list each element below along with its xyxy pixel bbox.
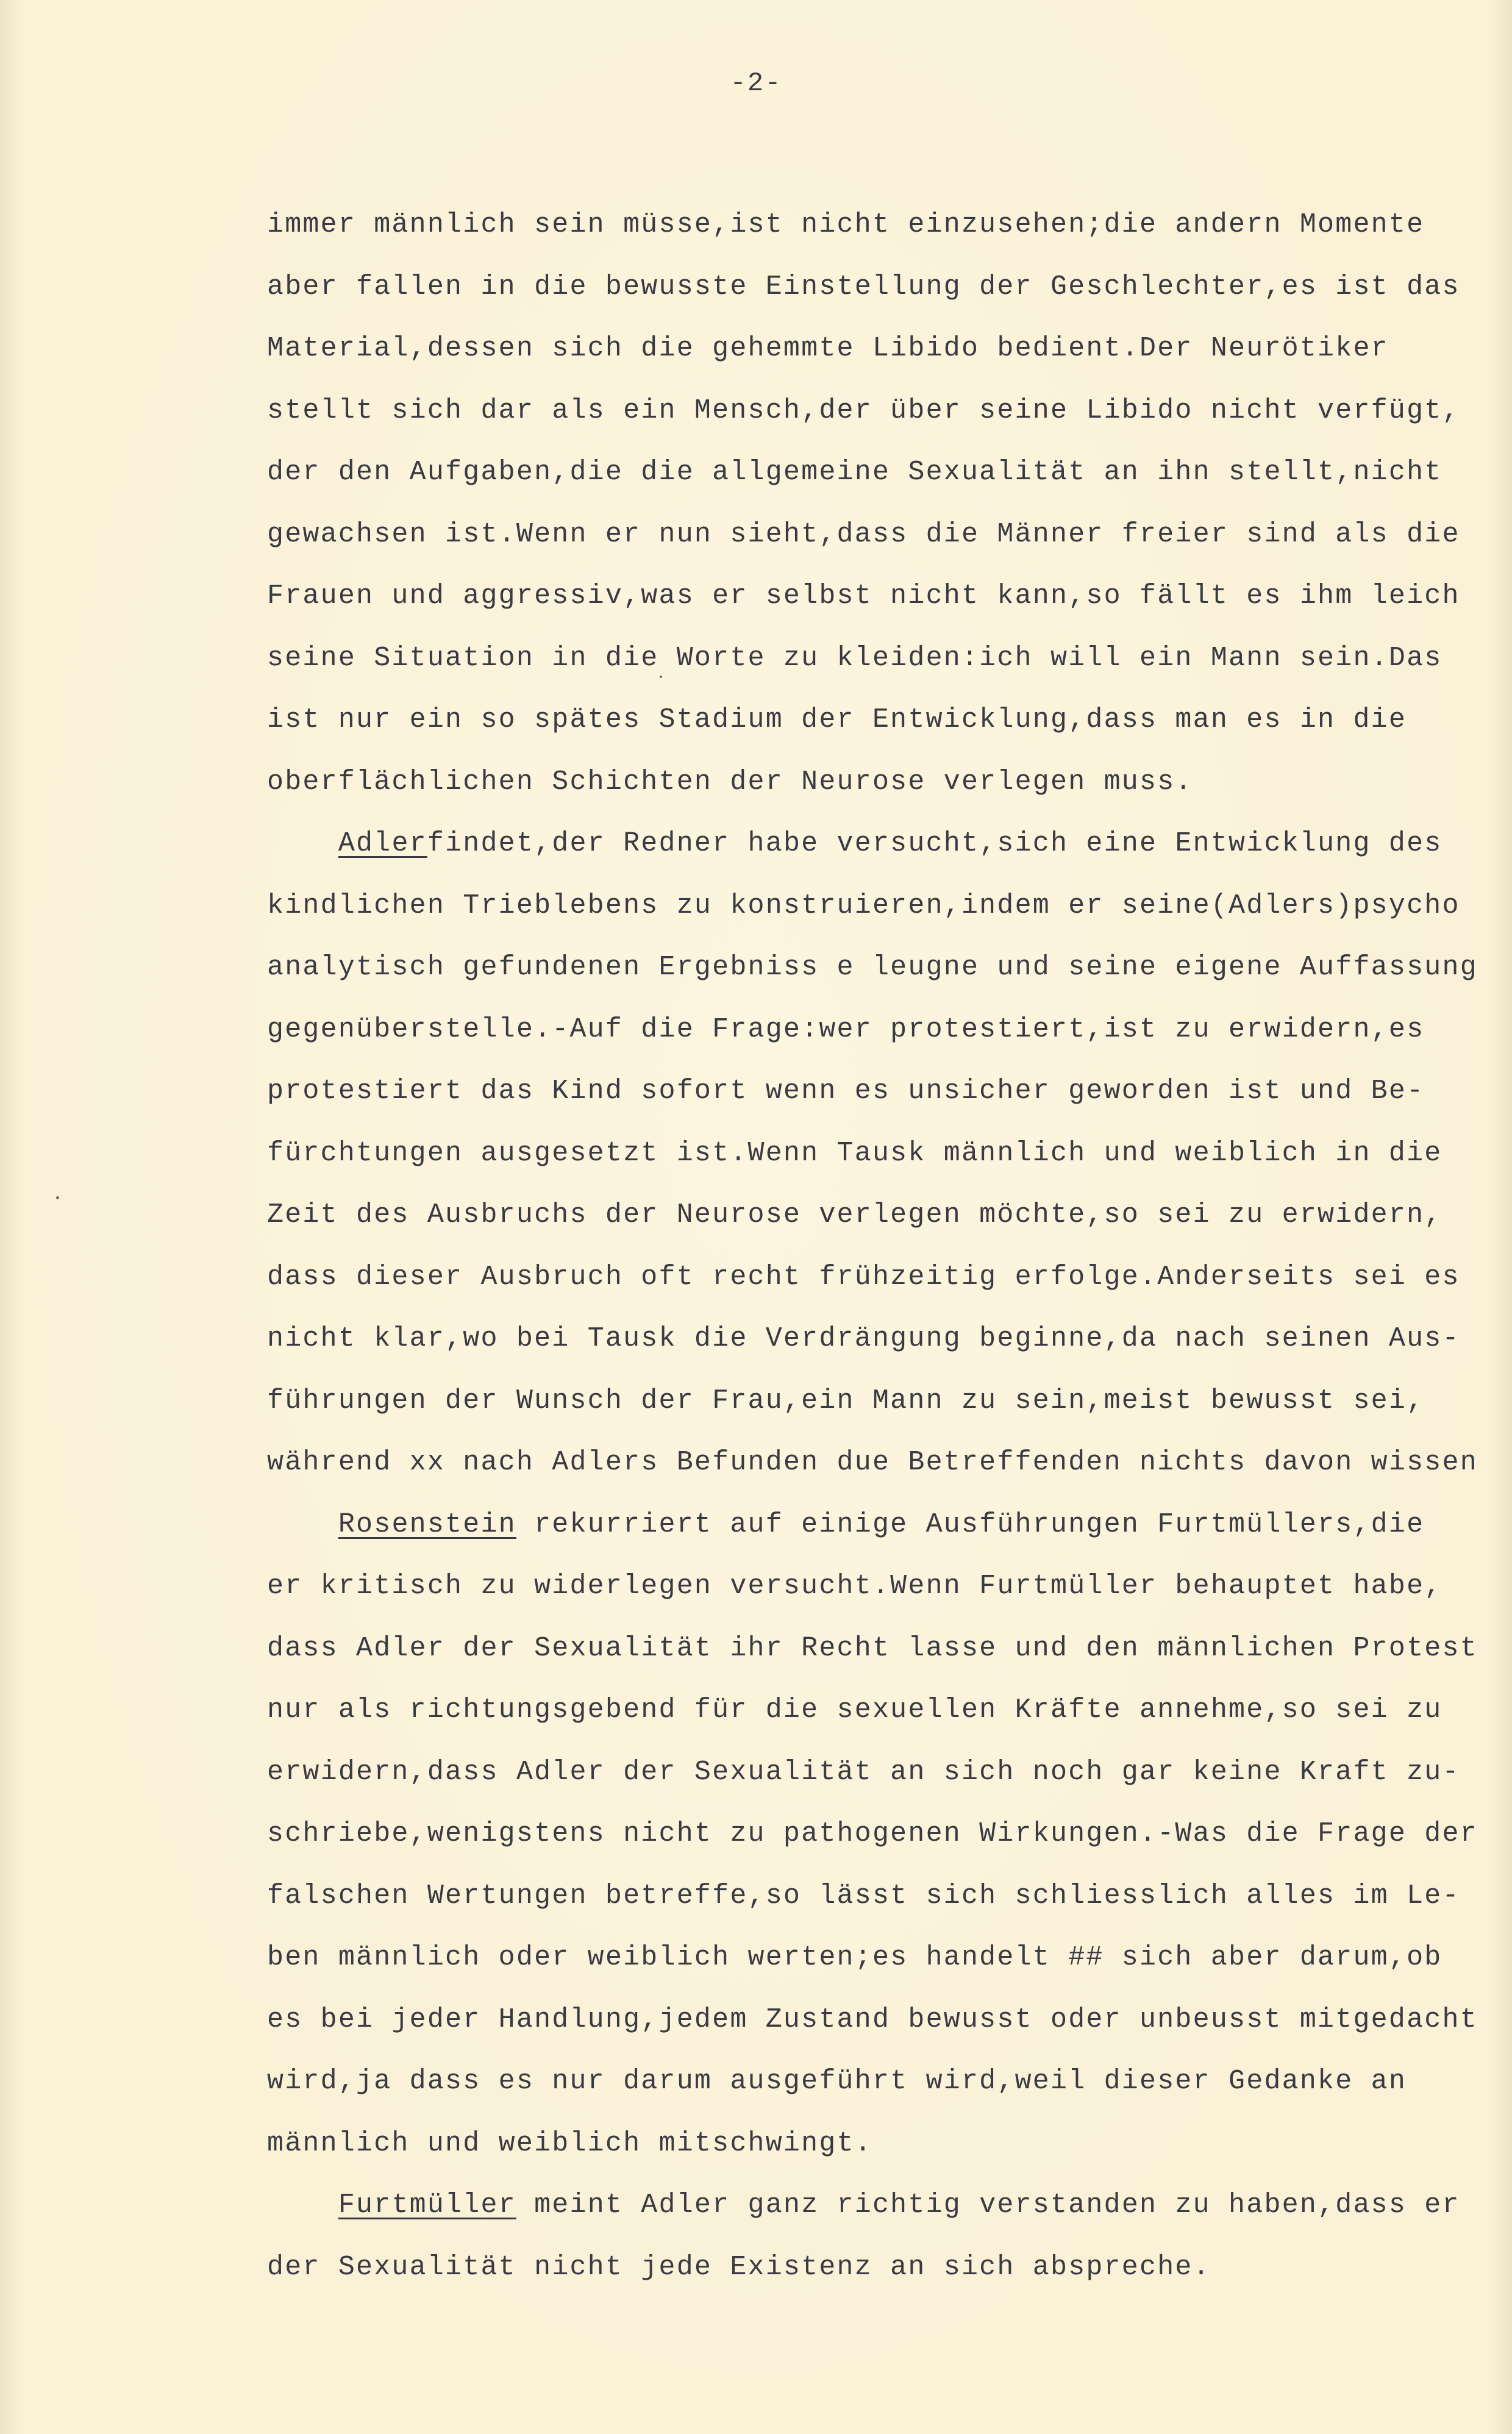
- text-line: ben männlich oder weiblich werten;es handelt ## sich aber darum,ob: [267, 1942, 1442, 1973]
- text-line: fürchtungen ausgesetzt ist.Wenn Tausk männlich und weiblich in die: [267, 1137, 1442, 1169]
- text-line: seine Situation in die Worte zu kleiden:ich will ein Mann sein.Das: [267, 642, 1442, 674]
- text-line: nicht klar,wo bei Tausk die Verdrängung beginne,da nach seinen Aus-: [267, 1323, 1460, 1354]
- text-line: Frauen und aggressiv,was er selbst nicht kann,so fällt es ihm leich: [267, 580, 1460, 612]
- paragraph-start-adler: Adlerfindet,der Redner habe versucht,sich eine Entwicklung des: [338, 828, 1442, 859]
- text-line: führungen der Wunsch der Frau,ein Mann zu sein,meist bewusst sei,: [267, 1385, 1425, 1416]
- page-number: -2-: [730, 68, 782, 99]
- text-line: Zeit des Ausbruchs der Neurose verlegen möchte,so sei zu erwidern,: [267, 1199, 1442, 1230]
- body-text: [267, 194, 1505, 2298]
- text-line: protestiert das Kind sofort wenn es unsicher geworden ist und Be-: [267, 1076, 1425, 1107]
- text-line: erwidern,dass Adler der Sexualität an sich noch gar keine Kraft zu-: [267, 1756, 1460, 1788]
- text-line: der den Aufgaben,die die allgemeine Sexualität an ihn stellt,nicht: [267, 457, 1442, 488]
- text-line: schriebe,wenigstens nicht zu pathogenen Wirkungen.-Was die Frage der: [267, 1818, 1478, 1849]
- speaker-name: Adler: [338, 828, 427, 859]
- paragraph-start-rosenstein: Rosenstein rekurriert auf einige Ausführungen Furtmüllers,die: [338, 1508, 1425, 1540]
- text-line: während xx nach Adlers Befunden due Betreffenden nichts davon wissen: [267, 1447, 1478, 1478]
- paper-speck: [660, 676, 662, 678]
- text-line: falschen Wertungen betreffe,so lässt sich schliesslich alles im Le-: [267, 1880, 1460, 1911]
- paper-speck: [56, 1196, 59, 1199]
- text-line: aber fallen in die bewusste Einstellung der Geschlechter,es ist das: [267, 271, 1460, 302]
- text-line: dass Adler der Sexualität ihr Recht lasse und den männlichen Protest: [267, 1632, 1478, 1664]
- text-line: der Sexualität nicht jede Existenz an sich abspreche.: [267, 2251, 1211, 2283]
- text-line: oberflächlichen Schichten der Neurose verlegen muss.: [267, 766, 1193, 798]
- text-line: wird,ja dass es nur darum ausgeführt wird,weil dieser Gedanke an: [267, 2066, 1407, 2097]
- text-line: gewachsen ist.Wenn er nun sieht,dass die Männer freier sind als die: [267, 518, 1460, 550]
- text-line: nur als richtungsgebend für die sexuellen Kräfte annehme,so sei zu: [267, 1694, 1442, 1726]
- text-line: Material,dessen sich die gehemmte Libido bedient.Der Neurötiker: [267, 333, 1389, 364]
- speaker-name: Rosenstein: [338, 1508, 516, 1540]
- text-line: männlich und weiblich mitschwingt.: [267, 2127, 872, 2159]
- text-line: stellt sich dar als ein Mensch,der über seine Libido nicht verfügt,: [267, 394, 1460, 426]
- text-line: es bei jeder Handlung,jedem Zustand bewusst oder unbeusst mitgedacht: [267, 2004, 1478, 2035]
- text-line: ist nur ein so spätes Stadium der Entwicklung,dass man es in die: [267, 704, 1407, 735]
- text-line: dass dieser Ausbruch oft recht frühzeitig erfolge.Anderseits sei es: [267, 1261, 1460, 1293]
- text-line: analytisch gefundenen Ergebniss e leugne und seine eigene Auffassung: [267, 952, 1478, 983]
- paragraph-start-furtmueller: Furtmüller meint Adler ganz richtig verstanden zu haben,dass er: [338, 2190, 1460, 2221]
- text-line: er kritisch zu widerlegen versucht.Wenn Furtmüller behauptet habe,: [267, 1571, 1442, 1602]
- text-line: kindlichen Trieblebens zu konstruieren,indem er seine(Adlers)psycho: [267, 890, 1460, 921]
- text-line: immer männlich sein müsse,ist nicht einzusehen;die andern Momente: [267, 209, 1425, 240]
- speaker-name: Furtmüller: [338, 2190, 516, 2221]
- text-line: gegenüberstelle.-Auf die Frage:wer protestiert,ist zu erwidern,es: [267, 1013, 1425, 1045]
